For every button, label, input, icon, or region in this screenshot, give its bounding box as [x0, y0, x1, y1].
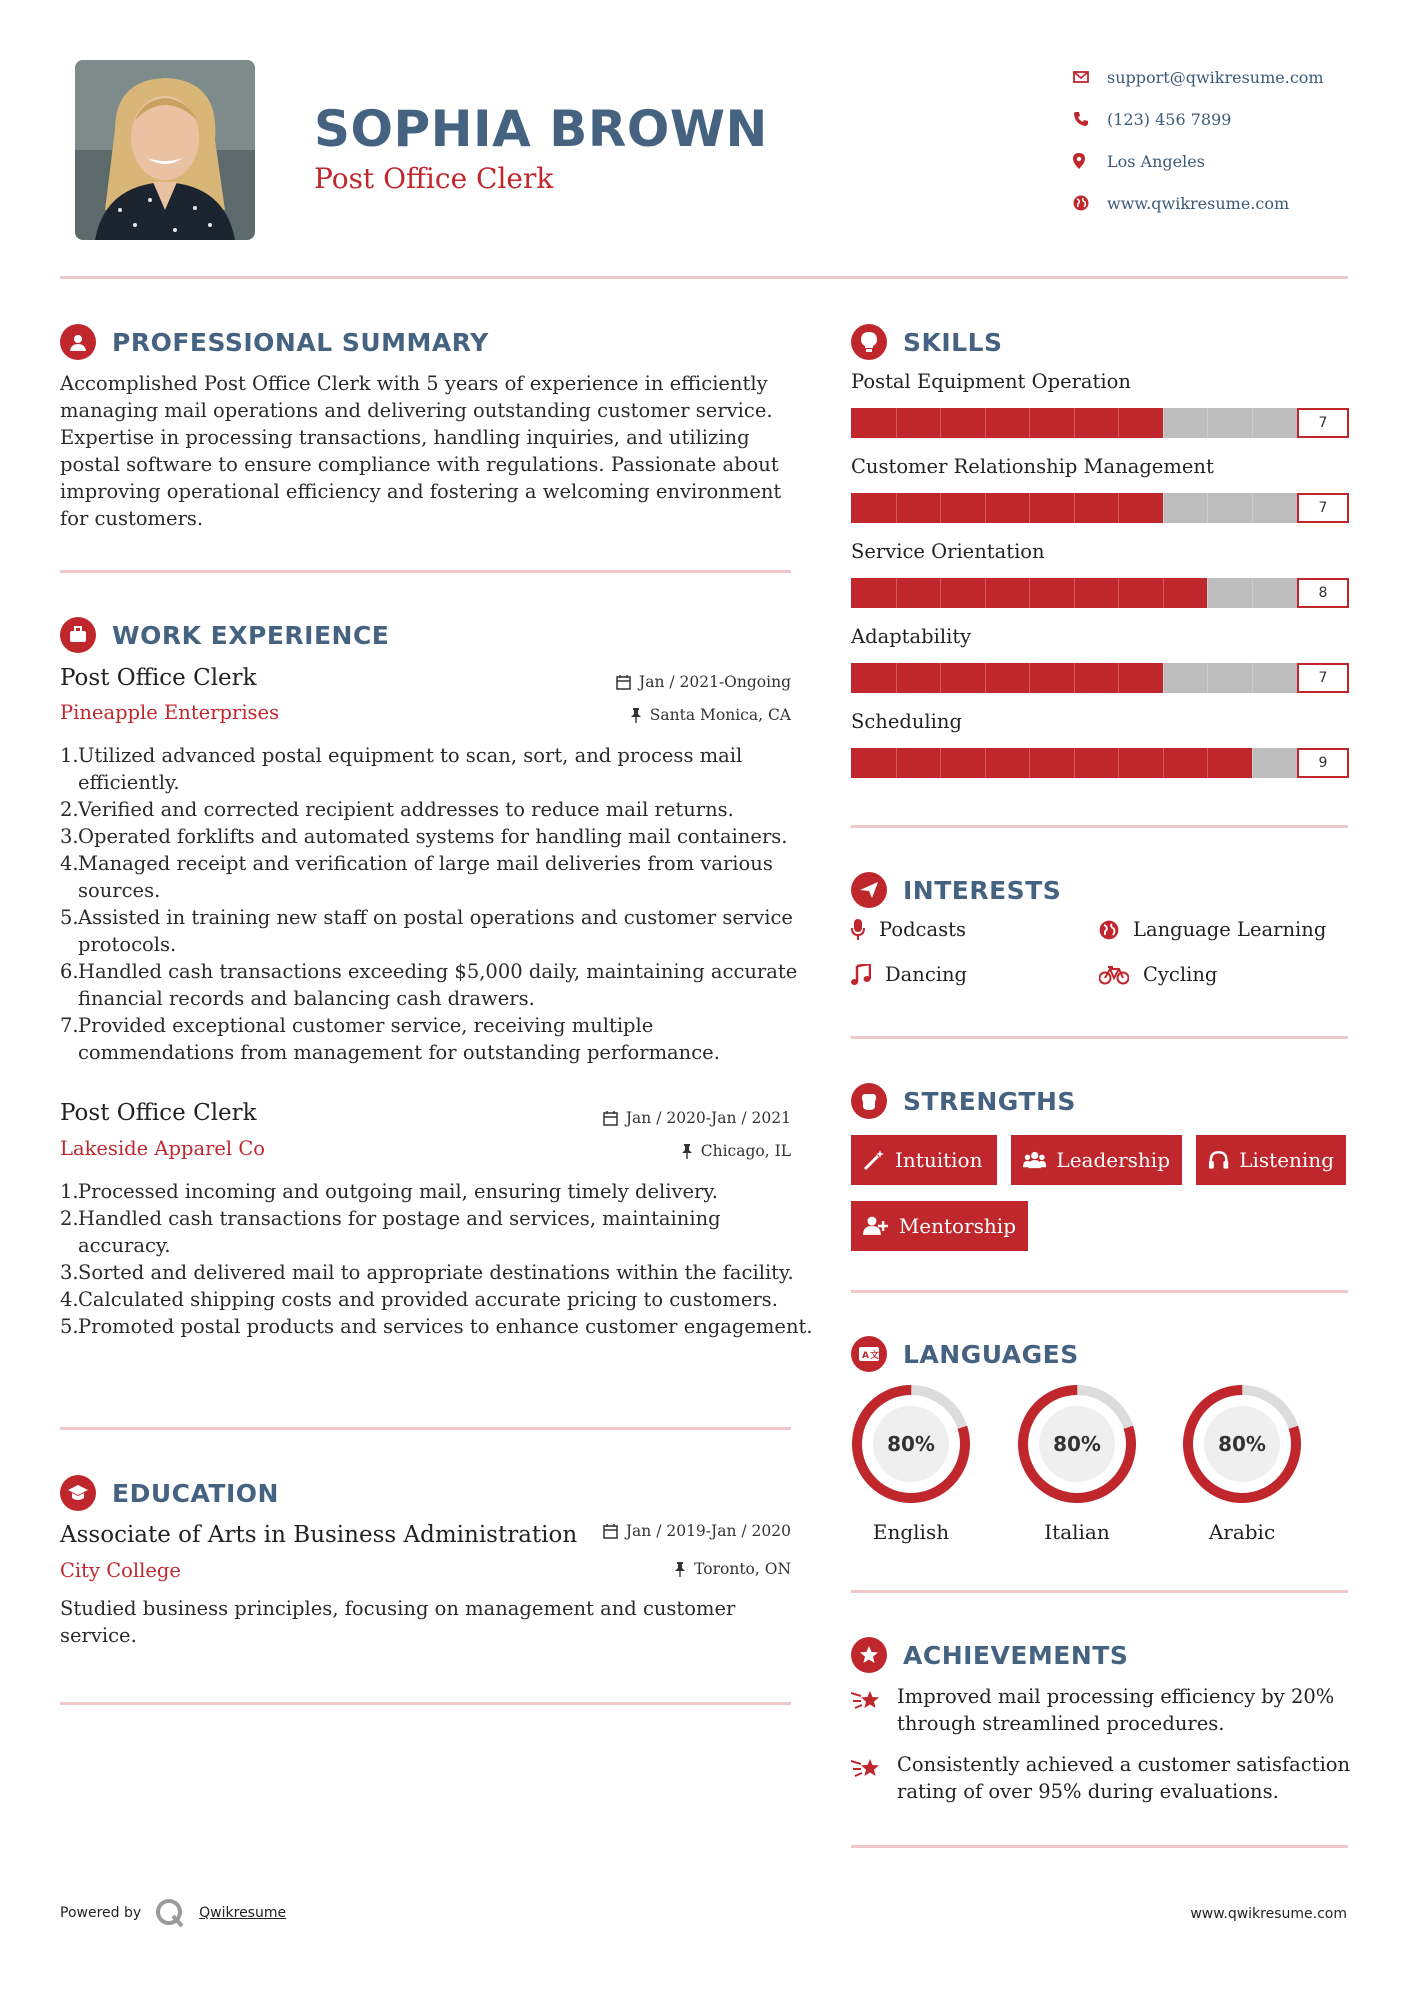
skill-bar-fill	[851, 663, 1163, 693]
strength-label: Listening	[1239, 1148, 1334, 1172]
strength-label: Mentorship	[898, 1214, 1016, 1238]
education-date	[603, 1522, 791, 1540]
skill-bar-segment	[1118, 408, 1119, 438]
candidate-role: Post Office Clerk	[314, 162, 554, 195]
interest-item	[851, 918, 966, 941]
header-divider	[60, 276, 1348, 279]
list-item: Promoted postal products and services to enhance customer engagement.	[78, 1315, 813, 1338]
skill-bar-fill	[851, 748, 1252, 778]
skill-bar-segment	[1252, 663, 1253, 693]
skill-label: Customer Relationship Management	[851, 455, 1214, 478]
list-item: Managed receipt and verification of large mail deliveries from various sources.	[78, 852, 773, 902]
location-pin-icon	[1073, 153, 1107, 169]
summary-heading	[60, 324, 489, 360]
skill-bar-segment	[896, 578, 897, 608]
company-name: Pineapple Enterprises	[60, 701, 280, 724]
languages-divider	[851, 1590, 1348, 1593]
language-icon	[851, 1336, 887, 1372]
language-ring	[849, 1382, 973, 1506]
skill-bar-segment	[1163, 663, 1164, 693]
interest-item	[851, 963, 967, 986]
skill-label: Adaptability	[851, 625, 972, 648]
pushpin-icon	[630, 708, 642, 723]
profile-photo	[75, 60, 255, 240]
skill-bar-segment	[1163, 578, 1164, 608]
work-heading	[60, 617, 389, 653]
list-item: Provided exceptional customer service, receiving multiple commendations from management for outstanding performance.	[78, 1014, 720, 1064]
job-location-text: Chicago, IL	[700, 1142, 791, 1160]
qwikresume-logo-icon	[155, 1898, 185, 1928]
skill-bar-segment	[1118, 748, 1119, 778]
skills-title: SKILLS	[903, 327, 1003, 357]
users-icon	[1023, 1150, 1046, 1170]
interests-heading	[851, 872, 1061, 908]
contact-phone[interactable]	[1073, 98, 1324, 140]
language-label: Arabic	[1208, 1520, 1276, 1544]
strength-label: Intuition	[895, 1148, 983, 1172]
skill-bar-segment	[1207, 663, 1208, 693]
job-duties-list	[60, 742, 813, 1066]
education-title: EDUCATION	[112, 1478, 279, 1508]
job-duties-list	[60, 1178, 813, 1340]
skill-bar-segment	[1029, 663, 1030, 693]
skill-bar-segment	[940, 748, 941, 778]
school-name: City College	[60, 1559, 181, 1582]
education-text: Studied business principles, focusing on management and customer service.	[60, 1597, 736, 1647]
skill-bar-segment	[1074, 663, 1075, 693]
skill-bar-segment	[1074, 578, 1075, 608]
list-item: Handled cash transactions for postage and services, maintaining accuracy.	[78, 1207, 721, 1257]
graduation-cap-icon	[60, 1475, 96, 1511]
skill-bar-segment	[896, 748, 897, 778]
interest-label: Podcasts	[879, 918, 966, 941]
strengths-title: STRENGTHS	[903, 1086, 1076, 1116]
skill-bar-segment	[1207, 493, 1208, 523]
contact-email-text: support@qwikresume.com	[1107, 67, 1324, 87]
skill-bar-segment	[985, 493, 986, 523]
skill-bar-segment	[1207, 748, 1208, 778]
achievement-item	[851, 1683, 1351, 1737]
skill-bar-segment	[896, 408, 897, 438]
calendar-icon	[616, 675, 631, 690]
strength-badge	[851, 1201, 1028, 1251]
pushpin-icon	[681, 1144, 693, 1159]
shooting-star-icon	[851, 1755, 883, 1781]
degree-title: Associate of Arts in Business Administration	[60, 1522, 578, 1548]
job-title: Post Office Clerk	[60, 665, 257, 691]
contact-location	[1073, 140, 1324, 182]
list-item: Calculated shipping costs and provided accurate pricing to customers.	[78, 1288, 778, 1311]
list-item: Assisted in training new staff on postal operations and customer service protocols.	[78, 906, 793, 956]
skill-bar	[851, 493, 1349, 523]
skill-bar	[851, 663, 1349, 693]
svg-text:文: 文	[870, 1351, 880, 1361]
skill-bar-segment	[940, 663, 941, 693]
job-date-text: Jan / 2021-Ongoing	[638, 673, 791, 691]
list-item: Handled cash transactions exceeding $5,000 daily, maintaining accurate financial records and balancing cash drawers.	[78, 960, 798, 1010]
bicycle-icon	[1099, 965, 1129, 985]
contact-location-text: Los Angeles	[1107, 151, 1205, 171]
skills-heading	[851, 324, 1003, 360]
education-heading	[60, 1475, 279, 1511]
skill-bar	[851, 748, 1349, 778]
skill-bar-segment	[1163, 493, 1164, 523]
skill-bar-segment	[1029, 748, 1030, 778]
skill-bar-segment	[985, 748, 986, 778]
skill-bar	[851, 408, 1349, 438]
skill-bar-segment	[1252, 493, 1253, 523]
job-date-text: Jan / 2020-Jan / 2021	[625, 1109, 791, 1127]
pushpin-icon	[674, 1562, 686, 1577]
skill-bar-fill	[851, 493, 1163, 523]
calendar-icon	[603, 1524, 618, 1539]
achievement-text: Consistently achieved a customer satisfaction rating of over 95% during evaluations.	[897, 1753, 1351, 1803]
skill-bar-segment	[1118, 578, 1119, 608]
summary-divider	[60, 570, 791, 573]
strengths-divider	[851, 1290, 1348, 1293]
achievements-heading	[851, 1637, 1128, 1673]
language-percent: 80%	[1218, 1432, 1266, 1456]
skill-bar-segment	[1029, 578, 1030, 608]
summary-title: PROFESSIONAL SUMMARY	[112, 327, 489, 357]
skill-bar-segment	[985, 663, 986, 693]
interests-divider	[851, 1036, 1348, 1039]
language-label: English	[872, 1520, 950, 1544]
envelope-icon	[1073, 71, 1107, 83]
work-divider	[60, 1427, 791, 1430]
skill-bar-segment	[940, 578, 941, 608]
interest-label: Dancing	[885, 963, 968, 986]
user-plus-icon	[863, 1216, 889, 1236]
skill-bar	[851, 578, 1349, 608]
education-location-text: Toronto, ON	[694, 1560, 791, 1578]
qwikresume-link[interactable]: Qwikresume	[199, 1905, 287, 1921]
list-item: Verified and corrected recipient addresses to reduce mail returns.	[78, 798, 734, 821]
skill-bar-segment	[1029, 493, 1030, 523]
skill-bar-segment	[1252, 748, 1253, 778]
skill-bar-segment	[1118, 663, 1119, 693]
globe-icon	[1073, 195, 1107, 211]
skill-value-box: 7	[1297, 493, 1349, 523]
powered-by-text: Powered by	[60, 1905, 142, 1921]
strength-badge	[1011, 1135, 1182, 1185]
list-item: Utilized advanced postal equipment to scan, sort, and process mail efficiently.	[78, 744, 743, 794]
achievements-title: ACHIEVEMENTS	[903, 1640, 1129, 1670]
skill-bar-segment	[985, 578, 986, 608]
education-date-text: Jan / 2019-Jan / 2020	[625, 1522, 791, 1540]
languages-heading	[851, 1336, 1079, 1372]
skill-bar-fill	[851, 408, 1163, 438]
job-location	[681, 1142, 791, 1160]
language-item	[1180, 1382, 1304, 1544]
education-divider	[60, 1702, 791, 1705]
interest-label: Language Learning	[1133, 918, 1327, 941]
interests-title: INTERESTS	[903, 875, 1062, 905]
interest-item	[1099, 918, 1326, 941]
skill-bar-segment	[940, 408, 941, 438]
language-label: Italian	[1044, 1520, 1110, 1544]
language-item	[849, 1382, 973, 1544]
job-date	[603, 1109, 791, 1127]
skill-label: Postal Equipment Operation	[851, 370, 1131, 393]
interest-item	[1099, 963, 1217, 986]
skill-bar-segment	[1207, 578, 1208, 608]
strengths-heading	[851, 1083, 1076, 1119]
award-star-icon	[851, 1637, 887, 1673]
footer-url[interactable]: www.qwikresume.com	[1190, 1906, 1347, 1922]
job-location	[630, 706, 791, 724]
skill-label: Scheduling	[851, 710, 962, 733]
skill-bar-segment	[1252, 578, 1253, 608]
briefcase-icon	[60, 617, 96, 653]
user-icon	[60, 324, 96, 360]
candidate-name: SOPHIA BROWN	[314, 100, 768, 158]
contact-email[interactable]	[1073, 56, 1324, 98]
magic-wand-icon	[863, 1149, 885, 1171]
language-ring	[1180, 1382, 1304, 1506]
calendar-icon	[603, 1111, 618, 1126]
contact-website-text: www.qwikresume.com	[1107, 193, 1290, 213]
skill-value-box: 8	[1297, 578, 1349, 608]
achievement-text: Improved mail processing efficiency by 20% through streamlined procedures.	[897, 1685, 1335, 1735]
skills-divider	[851, 825, 1348, 828]
list-item: Operated forklifts and automated systems for handling mail containers.	[78, 825, 788, 848]
list-item: Processed incoming and outgoing mail, ensuring timely delivery.	[78, 1180, 719, 1203]
language-item	[1015, 1382, 1139, 1544]
languages-title: LANGUAGES	[903, 1339, 1079, 1369]
footer-powered-by	[60, 1898, 286, 1928]
skill-value-box: 9	[1297, 748, 1349, 778]
list-item: Sorted and delivered mail to appropriate destinations within the facility.	[78, 1261, 794, 1284]
skill-bar-segment	[985, 408, 986, 438]
skill-bar-segment	[940, 493, 941, 523]
achievement-item	[851, 1751, 1351, 1805]
skill-bar-segment	[1074, 748, 1075, 778]
language-percent: 80%	[887, 1432, 935, 1456]
strength-label: Leadership	[1056, 1148, 1170, 1172]
achievements-divider	[851, 1845, 1348, 1848]
skill-bar-segment	[1029, 408, 1030, 438]
fist-icon	[851, 1083, 887, 1119]
strength-badge	[1196, 1135, 1346, 1185]
contact-website[interactable]	[1073, 182, 1324, 224]
interest-label: Cycling	[1143, 963, 1218, 986]
company-name: Lakeside Apparel Co	[60, 1137, 266, 1160]
strength-badge	[851, 1135, 997, 1185]
job-date	[616, 673, 791, 691]
summary-text: Accomplished Post Office Clerk with 5 years of experience in efficiently managing mail operations and delivering outstanding customer service. Expertise in processing transactions, handling inquiries, and utilizing postal software to ensure compliance with regulations. Passionate about improving operational efficiency and fostering a welcoming environment for customers.	[60, 372, 782, 530]
skill-bar-segment	[1252, 408, 1253, 438]
contact-phone-text: (123) 456 7899	[1107, 109, 1232, 129]
language-percent: 80%	[1053, 1432, 1101, 1456]
lightbulb-icon	[851, 324, 887, 360]
skill-bar-segment	[1118, 493, 1119, 523]
globe-icon	[1099, 920, 1119, 940]
work-title: WORK EXPERIENCE	[112, 620, 390, 650]
skill-bar-segment	[1163, 408, 1164, 438]
skill-bar-segment	[1163, 748, 1164, 778]
contact-list	[1073, 56, 1324, 224]
skill-bar-segment	[896, 493, 897, 523]
education-location	[674, 1560, 791, 1578]
music-note-icon	[851, 964, 871, 986]
headphones-icon	[1208, 1150, 1229, 1170]
skill-value-box: 7	[1297, 663, 1349, 693]
paper-plane-icon	[851, 872, 887, 908]
skill-bar-segment	[1074, 493, 1075, 523]
svg-text:A: A	[862, 1351, 869, 1361]
skill-bar-segment	[896, 663, 897, 693]
skill-label: Service Orientation	[851, 540, 1045, 563]
job-location-text: Santa Monica, CA	[649, 706, 791, 724]
shooting-star-icon	[851, 1687, 883, 1713]
job-title: Post Office Clerk	[60, 1100, 257, 1126]
skill-bar-segment	[1207, 408, 1208, 438]
skill-value-box: 7	[1297, 408, 1349, 438]
phone-icon	[1073, 111, 1107, 127]
skill-bar-segment	[1074, 408, 1075, 438]
language-ring	[1015, 1382, 1139, 1506]
microphone-icon	[851, 919, 865, 941]
